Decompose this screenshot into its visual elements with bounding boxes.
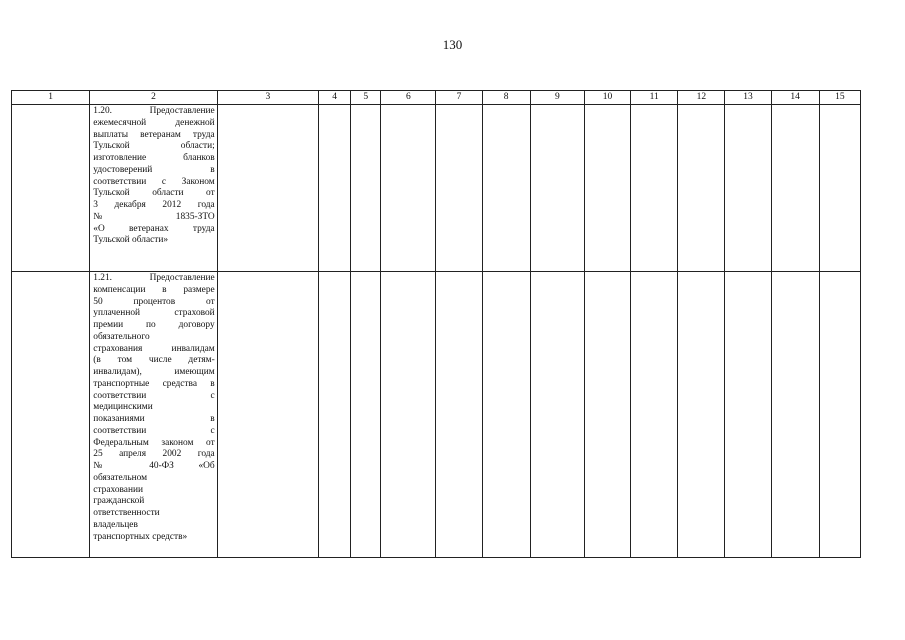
text-line: выплаты ветеранам труда (93, 129, 215, 140)
column-header: 9 (530, 91, 584, 105)
text-line: уплаченной страховой (93, 308, 215, 319)
column-header: 5 (351, 91, 381, 105)
text-line: транспортные средства в (93, 378, 215, 389)
text-line: 50 процентов от (93, 296, 215, 307)
table-cell (482, 105, 530, 272)
row-text (90, 105, 216, 247)
text-line: соответствии с (93, 390, 215, 401)
text-line: № 40-ФЗ «Об (93, 461, 215, 471)
text-line: гражданской (93, 496, 145, 507)
table-cell (351, 272, 381, 558)
table-cell (584, 272, 630, 558)
table-cell (381, 105, 436, 272)
column-header: 10 (584, 91, 630, 105)
table-cell (584, 105, 630, 272)
text-line: ответственности (93, 508, 160, 518)
text-line: удостоверений в (93, 164, 215, 175)
text-line: ежемесячной денежной (93, 117, 215, 128)
column-header: 1 (12, 91, 90, 105)
text-line: Тульской области; (93, 141, 215, 152)
text-line: 1.20. Предоставление (93, 106, 215, 116)
table-cell (482, 272, 530, 558)
table-cell (771, 105, 819, 272)
table-cell (12, 272, 90, 558)
column-header: 7 (436, 91, 482, 105)
header-row (12, 91, 861, 105)
table-cell (436, 272, 482, 558)
column-header: 12 (678, 91, 725, 105)
text-line: 25 апреля 2002 года (93, 449, 215, 460)
column-header: 6 (381, 91, 436, 105)
table-cell (631, 272, 678, 558)
text-line: страховании (93, 484, 144, 495)
table-cell (12, 105, 90, 272)
description-cell (90, 105, 217, 272)
table-cell (319, 105, 351, 272)
text-line: обязательном (93, 472, 148, 483)
table-cell (678, 272, 725, 558)
text-line: обязательного (93, 331, 150, 342)
text-line: медицинскими (93, 402, 153, 413)
table-cell (771, 272, 819, 558)
description-cell (90, 272, 217, 558)
column-header: 3 (217, 91, 318, 105)
page-number: 130 (442, 37, 463, 52)
text-line: компенсации в размере (93, 284, 215, 295)
column-header: 14 (771, 91, 819, 105)
table-cell (725, 272, 771, 558)
table-cell (725, 105, 771, 272)
text-line: Тульской области от (93, 188, 215, 199)
table-cell (819, 105, 860, 272)
column-header: 11 (631, 91, 678, 105)
table-row (12, 272, 861, 558)
text-line: показаниями в (93, 414, 215, 424)
table-cell (319, 272, 351, 558)
text-line: владельцев (93, 519, 138, 530)
table-cell (631, 105, 678, 272)
text-line: Тульской области» (93, 235, 169, 246)
data-table (11, 90, 861, 558)
text-line: 1.21. Предоставление (93, 273, 215, 283)
table-cell (351, 105, 381, 272)
text-line: премии по договору (93, 320, 215, 330)
table-cell (530, 272, 584, 558)
row-text (90, 272, 216, 543)
text-line: страхования инвалидам (93, 343, 215, 354)
text-line: «О ветеранах труда (93, 223, 215, 234)
text-line: транспортных средств» (93, 531, 188, 542)
table-cell (819, 272, 860, 558)
table-cell (678, 105, 725, 272)
text-line: № 1835-ЗТО (93, 211, 215, 222)
table-row (12, 105, 861, 272)
table-cell (217, 105, 318, 272)
column-header: 2 (90, 91, 217, 105)
table-cell (530, 105, 584, 272)
text-line: соответствии с Законом (93, 176, 215, 187)
text-line: изготовление бланков (93, 153, 215, 163)
text-line: инвалидам), имеющим (93, 367, 215, 377)
column-header: 4 (319, 91, 351, 105)
table-cell (436, 105, 482, 272)
column-header: 13 (725, 91, 771, 105)
table-cell (381, 272, 436, 558)
table-cell (217, 272, 318, 558)
text-line: (в том числе детям- (93, 355, 215, 366)
text-line: Федеральным законом от (93, 437, 215, 448)
text-line: 3 декабря 2012 года (93, 200, 215, 210)
text-line: соответствии с (93, 425, 215, 436)
column-header: 15 (819, 91, 860, 105)
column-header: 8 (482, 91, 530, 105)
